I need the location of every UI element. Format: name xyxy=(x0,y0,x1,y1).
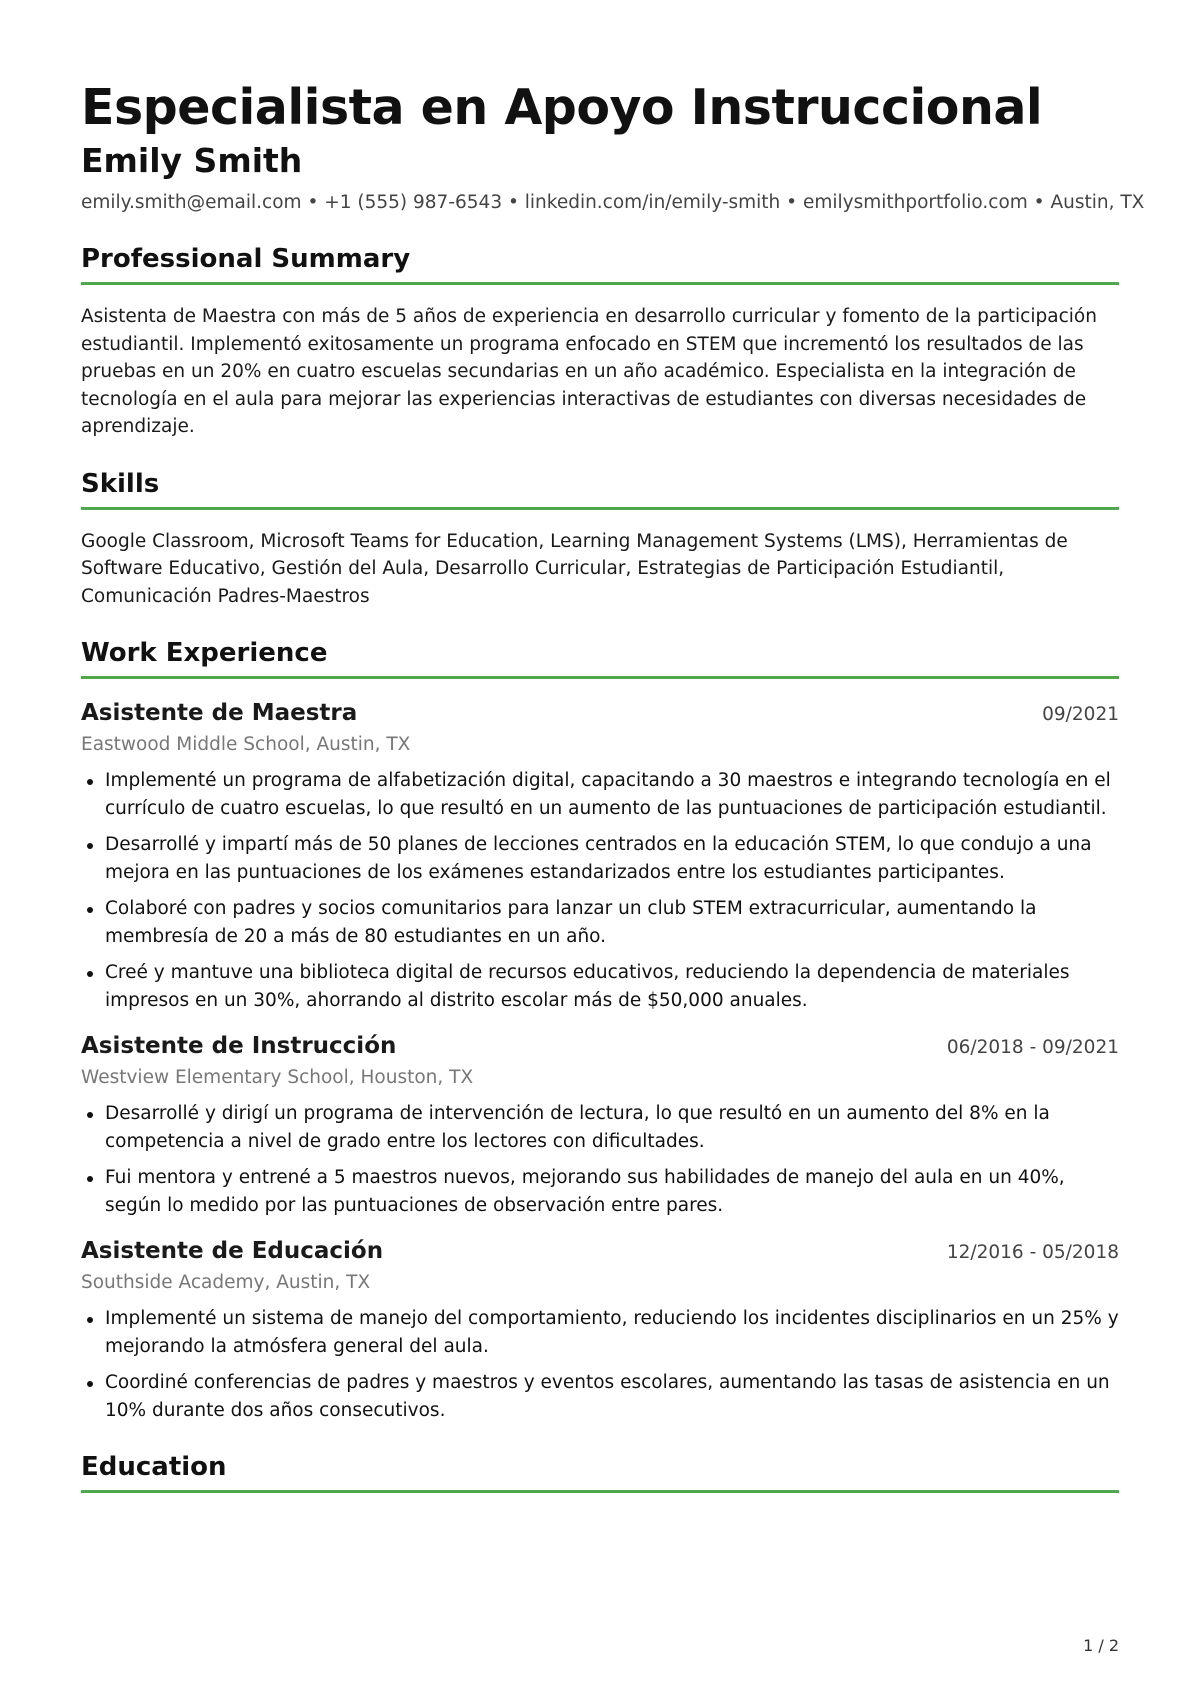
bullet-item xyxy=(81,895,1119,950)
bullet-icon xyxy=(87,907,93,913)
job-role: Asistente de Maestra xyxy=(81,700,358,726)
bullet-text: Desarrollé y dirigí un programa de intervención de lectura, lo que resultó en un aumento del 8% en la competencia a nivel de grado entre los lectores con dificultades. xyxy=(105,1103,1050,1152)
job-company: Westview Elementary School, Houston, TX xyxy=(81,1067,474,1088)
page-number: 1 / 2 xyxy=(1083,1636,1119,1655)
bullet-icon xyxy=(87,779,93,785)
experience-section xyxy=(81,636,1119,1424)
skills-section xyxy=(81,467,1119,611)
job-bullets xyxy=(81,767,1119,1014)
bullet-text: Fui mentora y entrené a 5 maestros nuevos, mejorando sus habilidades de manejo del aula en un 40%, según lo medido por las puntuaciones de observación entre pares. xyxy=(105,1167,1065,1216)
job-role: Asistente de Instrucción xyxy=(81,1033,397,1059)
contact-line: emily.smith@email.com • +1 (555) 987-6543 • linkedin.com/in/emily-smith • emilysmithportfolio.com • Austin, TX xyxy=(81,192,1145,213)
job-bullets xyxy=(81,1100,1119,1219)
candidate-name: Emily Smith xyxy=(81,141,303,180)
bullet-icon xyxy=(87,843,93,849)
bullet-item xyxy=(81,767,1119,822)
job-dates: 12/2016 - 05/2018 xyxy=(946,1242,1119,1263)
bullet-item xyxy=(81,1164,1119,1219)
section-heading-experience: Work Experience xyxy=(81,636,1119,679)
job-entry xyxy=(81,1030,1119,1219)
job-dates: 06/2018 - 09/2021 xyxy=(946,1037,1119,1058)
skills-text: Google Classroom, Microsoft Teams for Education, Learning Management Systems (LMS), Herramientas de Software Educativo, Gestión del Aula, Desarrollo Curricular, Estrategias de Participación Estudiantil, Comunicación Padres-Maestros xyxy=(81,530,1068,607)
job-role: Asistente de Educación xyxy=(81,1238,384,1264)
education-section xyxy=(81,1450,1119,1493)
bullet-icon xyxy=(87,1317,93,1323)
job-company: Eastwood Middle School, Austin, TX xyxy=(81,734,411,755)
section-heading-education: Education xyxy=(81,1450,1119,1493)
section-heading-summary: Professional Summary xyxy=(81,242,1119,285)
section-heading-skills: Skills xyxy=(81,467,1119,510)
bullet-text: Creé y mantuve una biblioteca digital de recursos educativos, reduciendo la dependencia de materiales impresos en un 30%, ahorrando al distrito escolar más de $50,000 anuales. xyxy=(105,962,1070,1011)
job-dates: 09/2021 xyxy=(1042,704,1119,725)
summary-text: Asistenta de Maestra con más de 5 años de experiencia en desarrollo curricular y fomento de la participación estudiantil. Implementó exitosamente un programa enfocado en STEM que incrementó los resultados de las pruebas en un 20% en cuatro escuelas secundarias en un año académico. Especialista en la integración de tecnología en el aula para mejorar las experiencias interactivas de estudiantes con diversas necesidades de aprendizaje. xyxy=(81,306,1097,437)
resume-title: Especialista en Apoyo Instruccional xyxy=(81,79,1043,136)
bullet-icon xyxy=(87,1112,93,1118)
bullet-icon xyxy=(87,1381,93,1387)
bullet-icon xyxy=(87,1176,93,1182)
bullet-text: Desarrollé y impartí más de 50 planes de lecciones centrados en la educación STEM, lo que condujo a una mejora en las puntuaciones de los exámenes estandarizados entre los estudiantes participantes. xyxy=(105,834,1092,883)
resume-page xyxy=(81,78,1145,1493)
bullet-item xyxy=(81,1100,1119,1155)
bullet-text: Implementé un programa de alfabetización digital, capacitando a 30 maestros e integrando tecnología en el currículo de cuatro escuelas, lo que resultó en un aumento de las puntuaciones de participación estudiantil. xyxy=(105,770,1111,819)
bullet-item xyxy=(81,959,1119,1014)
bullet-item xyxy=(81,1369,1119,1424)
job-bullets xyxy=(81,1305,1119,1424)
bullet-text: Implementé un sistema de manejo del comportamiento, reduciendo los incidentes disciplinarios en un 25% y mejorando la atmósfera general del aula. xyxy=(105,1308,1119,1357)
bullet-item xyxy=(81,1305,1119,1360)
bullet-text: Colaboré con padres y socios comunitarios para lanzar un club STEM extracurricular, aumentando la membresía de 20 a más de 80 estudiantes en un año. xyxy=(105,898,1037,947)
bullet-icon xyxy=(87,971,93,977)
job-company: Southside Academy, Austin, TX xyxy=(81,1272,371,1293)
bullet-item xyxy=(81,831,1119,886)
job-entry xyxy=(81,1235,1119,1424)
bullet-text: Coordiné conferencias de padres y maestros y eventos escolares, aumentando las tasas de asistencia en un 10% durante dos años consecutivos. xyxy=(105,1372,1110,1421)
job-entry xyxy=(81,697,1119,1014)
summary-section xyxy=(81,242,1119,441)
